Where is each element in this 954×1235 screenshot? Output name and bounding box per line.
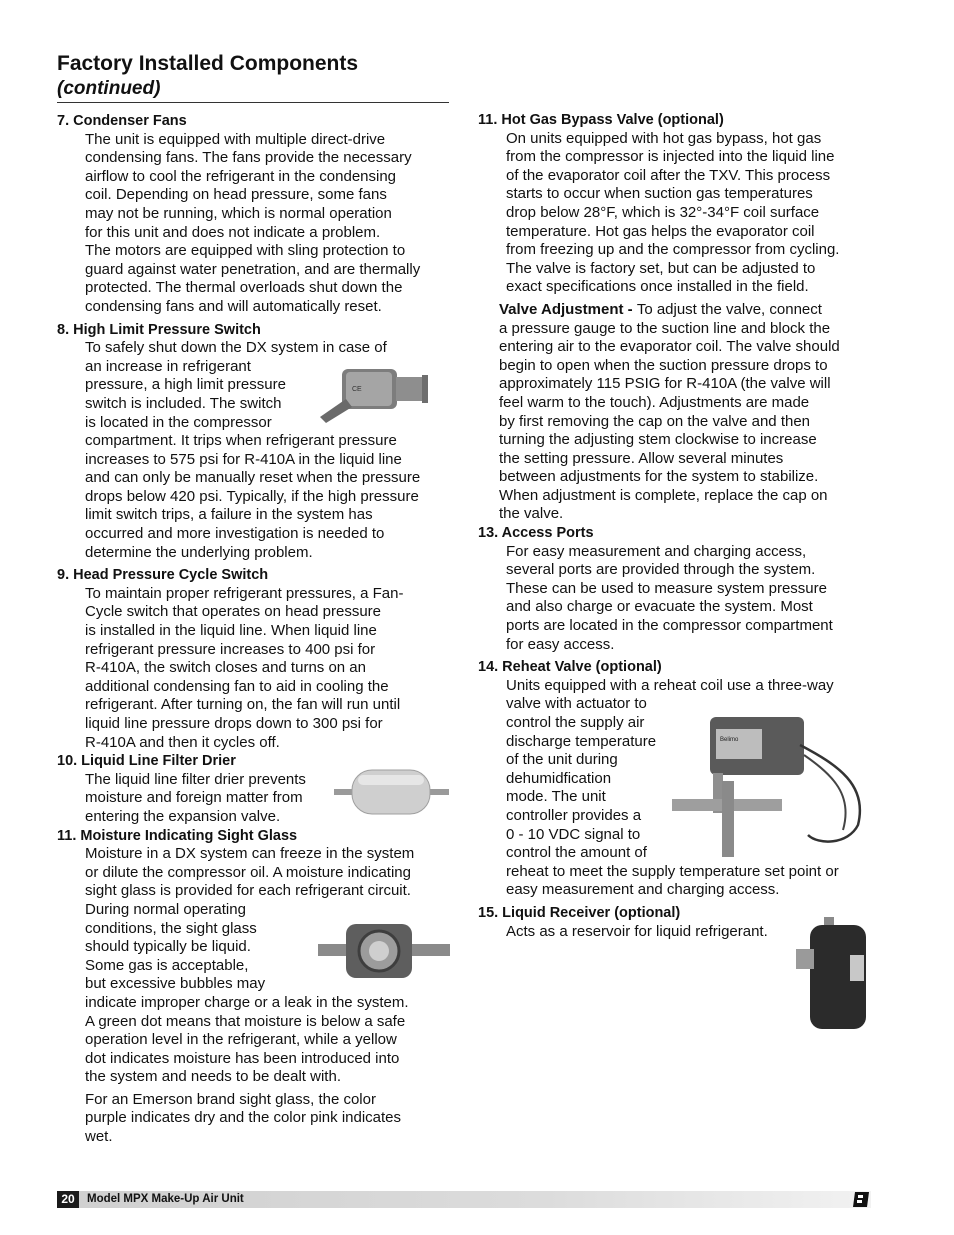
section-heading-access-ports: 13. Access Ports bbox=[478, 525, 594, 542]
reheat-valve-image bbox=[668, 705, 870, 861]
page-number: 20 bbox=[57, 1191, 79, 1208]
page-subtitle: (continued) bbox=[57, 78, 161, 99]
section-heading-condenser-fans: 7. Condenser Fans bbox=[57, 113, 187, 129]
section-body-high-limit-switch: To safely shut down the DX system in case of an increase in refrigerant pressure, a high limit pressure switch is included. The switch is located in the compressor compartment. It trips when refrigerant pressure increases to 575 psi for R-410A in the liquid line and can only be manually reset when the pressure drops below 420 psi. Typically, if the high pressure limit switch trips, a failure in the system has occurred and more investigation is needed to determine the underlying problem. bbox=[85, 339, 421, 561]
left-column bbox=[57, 112, 452, 1147]
section-heading-reheat-valve: 14. Reheat Valve (optional) bbox=[478, 659, 662, 676]
pressure-switch-image bbox=[312, 361, 432, 427]
section-body-head-pressure-switch: To maintain proper refrigerant pressures, a Fan- Cycle switch that operates on head pressure is installed in the liquid line. When liquid line refrigerant pressure increases to 400 psi for R-410A, the switch closes and turns on an additional condensing fan to aid in cooling the refrigerant. After turning on, the fan will run until liquid line pressure drops down to 300 psi for R-410A and then it cycles off. bbox=[85, 584, 404, 751]
title-rule bbox=[57, 102, 449, 103]
section-heading-filter-drier: 10. Liquid Line Filter Drier bbox=[57, 753, 236, 770]
section-heading-hot-gas-bypass: 11. Hot Gas Bypass Valve (optional) bbox=[478, 112, 724, 128]
section-body-access-ports: For easy measurement and charging access, several ports are provided through the system. These can be used to measure system pressure and also charge or evacuate the system. Most ports are located in the compressor compartment for easy access. bbox=[506, 542, 833, 653]
section-heading-liquid-receiver: 15. Liquid Receiver (optional) bbox=[478, 904, 681, 921]
page-title: Factory Installed Components bbox=[57, 52, 359, 75]
sight-glass-image bbox=[318, 918, 450, 984]
section-heading-sight-glass: 11. Moisture Indicating Sight Glass bbox=[57, 827, 298, 844]
section-heading-head-pressure-switch: 9. Head Pressure Cycle Switch bbox=[57, 567, 269, 584]
section-body-condenser-fans: The unit is equipped with multiple direct-drive condensing fans. The fans provide the necessary airflow to cool the refrigerant in the condensing coil. Depending on head pressure, some fans may not be running, which is normal operation for this unit and does not indicate a problem. The motors are equipped with sling protection to guard against water penetration, and are thermally protected. The thermal overloads shut down the condensing fans and will automatically reset. bbox=[85, 130, 421, 315]
section-body-hot-gas-bypass: On units equipped with hot gas bypass, hot gas from the compressor is injected into the liquid line of the evaporator coil after the TXV. This process starts to occur when suction gas temperatures drop below 28°F, which is 32°-34°F coil surface temperature. Hot gas helps the evaporator coil from freezing up and the compressor from cycling. The valve is factory set, but can be adjusted to exact specifications once installed in the field. bbox=[506, 129, 840, 296]
liquid-receiver-image bbox=[796, 915, 872, 1033]
filter-drier-image bbox=[334, 766, 449, 818]
svg-text:CE: CE bbox=[352, 386, 362, 393]
section-body-liquid-receiver: Acts as a reservoir for liquid refrigerant. bbox=[506, 922, 768, 940]
brand-logo-icon bbox=[852, 1191, 870, 1208]
section-body-sight-glass-emerson: For an Emerson brand sight glass, the color purple indicates dry and the color pink indicates wet. bbox=[85, 1090, 402, 1146]
section-body-sight-glass: Moisture in a DX system can freeze in the system or dilute the compressor oil. A moisture indicating sight glass is provided for each refrigerant circuit. During normal operating conditions, the sight glass should typically be liquid. Some gas is acceptable, but excessive bubbles may indicate improper charge or a leak in the system. A green dot means that moisture is below a safe operation level in the refrigerant, while a yellow dot indicates moisture has been introduced into the system and needs to be dealt with. bbox=[85, 845, 415, 1086]
footer-title: Model MPX Make-Up Air Unit bbox=[87, 1193, 244, 1205]
section-heading-high-limit-switch: 8. High Limit Pressure Switch bbox=[57, 321, 261, 338]
valve-adjustment-body: Valve Adjustment - To adjust the valve, connect a pressure gauge to the suction line and block the entering air to the evaporator coil. The valve should begin to open when the suction pressure drops to approximately 115 PSIG for R-410A (the valve will feel warm to the touch). Adjustments are made by first removing the cap on the valve and then turning the adjusting stem clockwise to increase the setting pressure. Allow several minutes between adjustments for the system to stabilize. When adjustment is complete, replace the cap on the valve. bbox=[499, 300, 840, 523]
section-body-filter-drier: The liquid line filter drier prevents moisture and foreign matter from entering the expansion valve. bbox=[85, 770, 306, 825]
svg-text:Belimo: Belimo bbox=[720, 737, 739, 743]
section-body-reheat-valve: Units equipped with a reheat coil use a three-way valve with actuator to control the supply air discharge temperature of the unit during dehumidfication mode. The unit controller provides a 0 - 10 VDC signal to control the amount of reheat to meet the supply temperature set point or easy measurement and charging access. bbox=[506, 676, 839, 899]
